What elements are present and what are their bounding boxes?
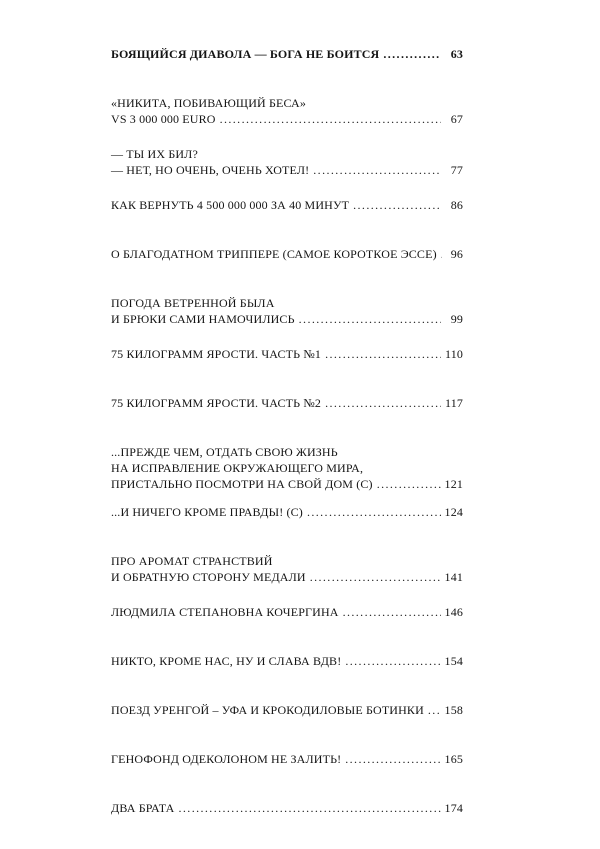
toc-entry[interactable] bbox=[111, 395, 463, 444]
toc-title-line: ПРО АРОМАТ СТРАНСТВИЙ bbox=[111, 553, 463, 569]
dot-leader bbox=[345, 653, 441, 669]
toc-page-number: 141 bbox=[443, 569, 463, 585]
toc-line bbox=[111, 46, 463, 62]
toc-title: — НЕТ, НО ОЧЕНЬ, ОЧЕНЬ ХОТЕЛ! bbox=[111, 162, 309, 178]
toc-line bbox=[111, 162, 463, 178]
toc-title: ПОЕЗД УРЕНГОЙ – УФА И КРОКОДИЛОВЫЕ БОТИНКИ bbox=[111, 702, 424, 718]
toc-title-line: — ТЫ ИХ БИЛ? bbox=[111, 146, 463, 162]
toc-entry[interactable] bbox=[111, 346, 463, 395]
dot-leader bbox=[345, 751, 441, 767]
toc-page-number: 99 bbox=[443, 311, 463, 327]
toc-entry[interactable] bbox=[111, 553, 463, 604]
toc-title: ДВА БРАТА bbox=[111, 800, 175, 816]
dot-leader bbox=[383, 46, 441, 62]
dot-leader bbox=[307, 504, 441, 520]
toc-title: БОЯЩИЙСЯ ДИАВОЛА — БОГА НЕ БОИТСЯ bbox=[111, 46, 379, 62]
toc-title: ЛЮДМИЛА СТЕПАНОВНА КОЧЕРГИНА bbox=[111, 604, 339, 620]
toc-title: НИКТО, КРОМЕ НАС, НУ И СЛАВА ВДВ! bbox=[111, 653, 341, 669]
toc-page-number: 110 bbox=[443, 346, 463, 362]
toc-entry[interactable] bbox=[111, 197, 463, 246]
toc-entry[interactable] bbox=[111, 146, 463, 197]
dot-leader bbox=[325, 346, 441, 362]
toc-title: ПРИСТАЛЬНО ПОСМОТРИ НА СВОЙ ДОМ (C) bbox=[111, 476, 373, 492]
toc-line bbox=[111, 653, 463, 669]
toc-line bbox=[111, 751, 463, 767]
toc-entry[interactable] bbox=[111, 504, 463, 553]
toc-entry[interactable] bbox=[111, 800, 463, 849]
toc-title: ГЕНОФОНД ОДЕКОЛОНОМ НЕ ЗАЛИТЬ! bbox=[111, 751, 341, 767]
toc-title: О БЛАГОДАТНОМ ТРИППЕРЕ (САМОЕ КОРОТКОЕ ЭССЕ) bbox=[111, 246, 437, 262]
toc-title: КАК ВЕРНУТЬ 4 500 000 000 ЗА 40 МИНУТ bbox=[111, 197, 349, 213]
toc-title: VS 3 000 000 EURO bbox=[111, 111, 216, 127]
toc-title-line: «НИКИТА, ПОБИВАЮЩИЙ БЕСА» bbox=[111, 95, 463, 111]
toc-page-number: 117 bbox=[443, 395, 463, 411]
toc-entry[interactable] bbox=[111, 702, 463, 751]
toc-line bbox=[111, 800, 463, 816]
dot-leader bbox=[220, 111, 441, 127]
dot-leader bbox=[299, 311, 441, 327]
dot-leader bbox=[325, 395, 441, 411]
toc-title: И БРЮКИ САМИ НАМОЧИЛИСЬ bbox=[111, 311, 295, 327]
toc-page-number: 63 bbox=[443, 46, 463, 62]
toc-line bbox=[111, 346, 463, 362]
toc-entry[interactable] bbox=[111, 751, 463, 800]
toc-line bbox=[111, 476, 463, 492]
toc-title-line: ПОГОДА ВЕТРЕННОЙ БЫЛА bbox=[111, 295, 463, 311]
toc-page-number: 165 bbox=[443, 751, 463, 767]
table-of-contents bbox=[111, 46, 463, 849]
toc-line bbox=[111, 702, 463, 718]
toc-entry[interactable] bbox=[111, 653, 463, 702]
dot-leader bbox=[353, 197, 441, 213]
toc-line bbox=[111, 569, 463, 585]
dot-leader bbox=[428, 702, 441, 718]
toc-line bbox=[111, 111, 463, 127]
toc-title: ...И НИЧЕГО КРОМЕ ПРАВДЫ! (C) bbox=[111, 504, 303, 520]
toc-title: 75 КИЛОГРАММ ЯРОСТИ. ЧАСТЬ №1 bbox=[111, 346, 321, 362]
toc-page-number: 96 bbox=[443, 246, 463, 262]
toc-entry[interactable] bbox=[111, 604, 463, 653]
toc-entry[interactable] bbox=[111, 46, 463, 95]
dot-leader bbox=[377, 476, 441, 492]
toc-page-number: 121 bbox=[443, 476, 463, 492]
toc-entry[interactable] bbox=[111, 95, 463, 146]
toc-title: И ОБРАТНУЮ СТОРОНУ МЕДАЛИ bbox=[111, 569, 306, 585]
toc-line bbox=[111, 246, 463, 262]
toc-page-number: 158 bbox=[443, 702, 463, 718]
toc-line bbox=[111, 197, 463, 213]
toc-page-number: 124 bbox=[443, 504, 463, 520]
toc-line bbox=[111, 395, 463, 411]
toc-page-number: 154 bbox=[443, 653, 463, 669]
toc-title-line: ...ПРЕЖДЕ ЧЕМ, ОТДАТЬ СВОЮ ЖИЗНЬ bbox=[111, 444, 463, 460]
dot-leader bbox=[310, 569, 441, 585]
dot-leader bbox=[343, 604, 441, 620]
toc-line bbox=[111, 504, 463, 520]
toc-entry[interactable] bbox=[111, 246, 463, 295]
toc-page-number: 67 bbox=[443, 111, 463, 127]
toc-line bbox=[111, 604, 463, 620]
toc-title-line: НА ИСПРАВЛЕНИЕ ОКРУЖАЮЩЕГО МИРА, bbox=[111, 460, 463, 476]
toc-page-number: 86 bbox=[443, 197, 463, 213]
toc-title: 75 КИЛОГРАММ ЯРОСТИ. ЧАСТЬ №2 bbox=[111, 395, 321, 411]
toc-entry[interactable] bbox=[111, 295, 463, 346]
toc-page-number: 174 bbox=[443, 800, 463, 816]
toc-page-number: 146 bbox=[443, 604, 463, 620]
toc-entry[interactable] bbox=[111, 444, 463, 504]
dot-leader bbox=[179, 800, 442, 816]
toc-line bbox=[111, 311, 463, 327]
toc-page-number: 77 bbox=[443, 162, 463, 178]
dot-leader bbox=[313, 162, 441, 178]
